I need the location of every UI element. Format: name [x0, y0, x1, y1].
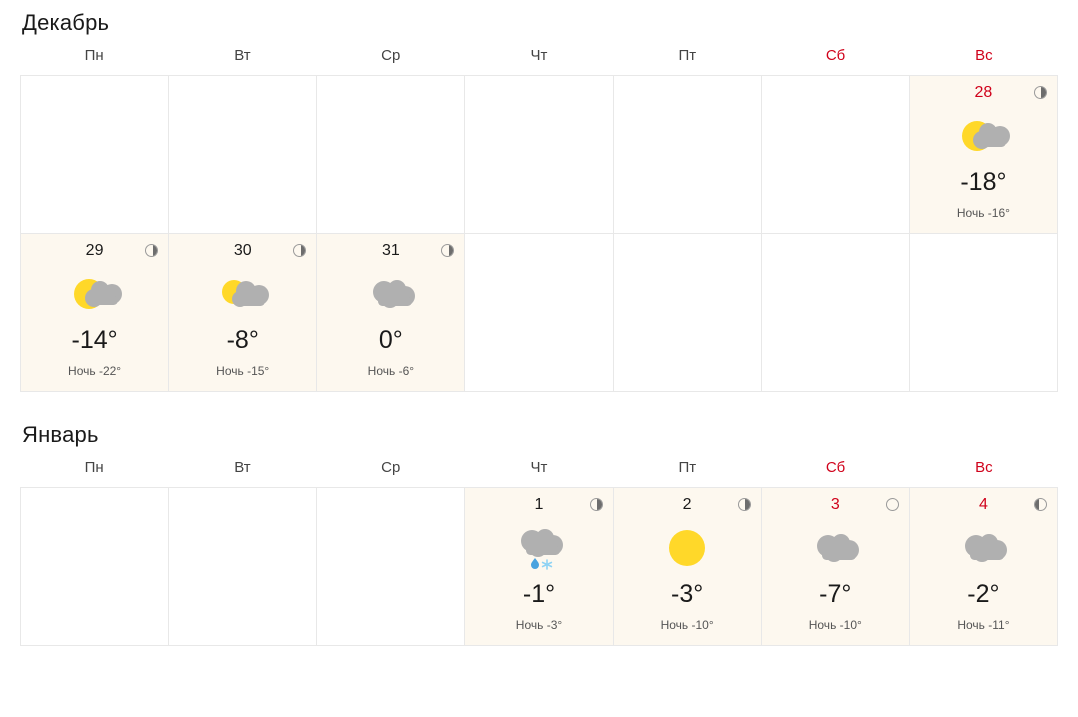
weather-icon-cloud-rain-snow — [465, 520, 612, 578]
day-temp: -1° — [522, 580, 556, 608]
weekday-sun: Вс — [975, 459, 993, 476]
day-cell-empty — [21, 76, 169, 234]
weekday-header — [20, 40, 1058, 75]
moon-phase-icon — [293, 244, 306, 257]
day-cell[interactable] — [762, 488, 910, 646]
day-cell-empty — [465, 76, 613, 234]
day-cell-empty — [614, 76, 762, 234]
moon-phase-icon — [886, 498, 899, 511]
day-night-temp: Ночь -3° — [515, 618, 563, 632]
day-cell-empty — [762, 76, 910, 234]
day-temp: -8° — [226, 326, 259, 354]
weekday-fri: Пт — [678, 459, 697, 476]
day-temp: -7° — [819, 580, 852, 608]
day-number: 31 — [381, 242, 400, 259]
weekday-sat: Сб — [825, 459, 846, 476]
weather-icon-sun — [614, 520, 761, 578]
weekday-tue: Вт — [234, 459, 251, 476]
weather-icon-sun-cloud-small — [169, 266, 316, 324]
month-title: Январь — [22, 422, 99, 447]
weekday-wed: Ср — [381, 459, 401, 476]
day-number: 1 — [534, 496, 544, 513]
day-number: 30 — [233, 242, 252, 259]
day-number: 28 — [974, 84, 993, 101]
day-cell[interactable] — [465, 488, 613, 646]
moon-phase-icon — [1034, 498, 1047, 511]
day-cell-empty — [169, 488, 317, 646]
day-night-temp: Ночь -22° — [68, 364, 122, 378]
weather-icon-sun-cloud — [910, 108, 1057, 166]
moon-phase-icon — [738, 498, 751, 511]
weekday-sun: Вс — [975, 47, 993, 64]
weekday-tue: Вт — [234, 47, 251, 64]
day-night-temp: Ночь -10° — [660, 618, 714, 632]
day-cell[interactable] — [21, 234, 169, 392]
day-cell-empty — [465, 234, 613, 392]
weekday-wed: Ср — [381, 47, 401, 64]
day-cell-empty — [317, 76, 465, 234]
day-temp: 0° — [378, 326, 403, 354]
month-grid-december — [20, 75, 1058, 392]
weather-icon-sun-cloud — [21, 266, 168, 324]
day-cell[interactable] — [910, 76, 1058, 234]
moon-phase-icon — [145, 244, 158, 257]
day-cell[interactable] — [169, 234, 317, 392]
day-cell[interactable] — [910, 488, 1058, 646]
weather-icon-cloud — [317, 266, 464, 324]
day-cell-empty — [169, 76, 317, 234]
weather-icon-cloud — [910, 520, 1057, 578]
day-temp: -18° — [960, 168, 1007, 196]
day-temp: -14° — [71, 326, 118, 354]
day-temp: -3° — [671, 580, 704, 608]
day-number: 29 — [85, 242, 104, 259]
day-number: 3 — [830, 496, 840, 513]
weekday-mon: Пн — [84, 47, 104, 64]
day-night-temp: Ночь -16° — [956, 206, 1010, 220]
weekday-header — [20, 452, 1058, 487]
day-night-temp: Ночь -11° — [957, 618, 1010, 632]
day-temp: -2° — [967, 580, 1000, 608]
day-cell[interactable] — [614, 488, 762, 646]
day-number: 4 — [978, 496, 988, 513]
day-night-temp: Ночь -10° — [808, 618, 862, 632]
moon-phase-icon — [590, 498, 603, 511]
month-block-january — [20, 422, 1058, 646]
day-cell-empty — [762, 234, 910, 392]
day-cell-empty — [614, 234, 762, 392]
weekday-fri: Пт — [678, 47, 697, 64]
weekday-mon: Пн — [84, 459, 104, 476]
day-cell-empty — [21, 488, 169, 646]
weekday-thu: Чт — [530, 47, 548, 64]
day-cell-empty — [910, 234, 1058, 392]
weekday-thu: Чт — [530, 459, 548, 476]
month-grid-january — [20, 487, 1058, 646]
month-block-december — [20, 10, 1058, 392]
weather-calendar — [0, 10, 1078, 646]
day-night-temp: Ночь -6° — [367, 364, 415, 378]
day-cell-empty — [317, 488, 465, 646]
weather-icon-cloud — [762, 520, 909, 578]
month-title: Декабрь — [22, 10, 110, 35]
day-cell[interactable] — [317, 234, 465, 392]
moon-phase-icon — [441, 244, 454, 257]
day-night-temp: Ночь -15° — [216, 364, 270, 378]
moon-phase-icon — [1034, 86, 1047, 99]
weekday-sat: Сб — [825, 47, 846, 64]
day-number: 2 — [682, 496, 692, 513]
